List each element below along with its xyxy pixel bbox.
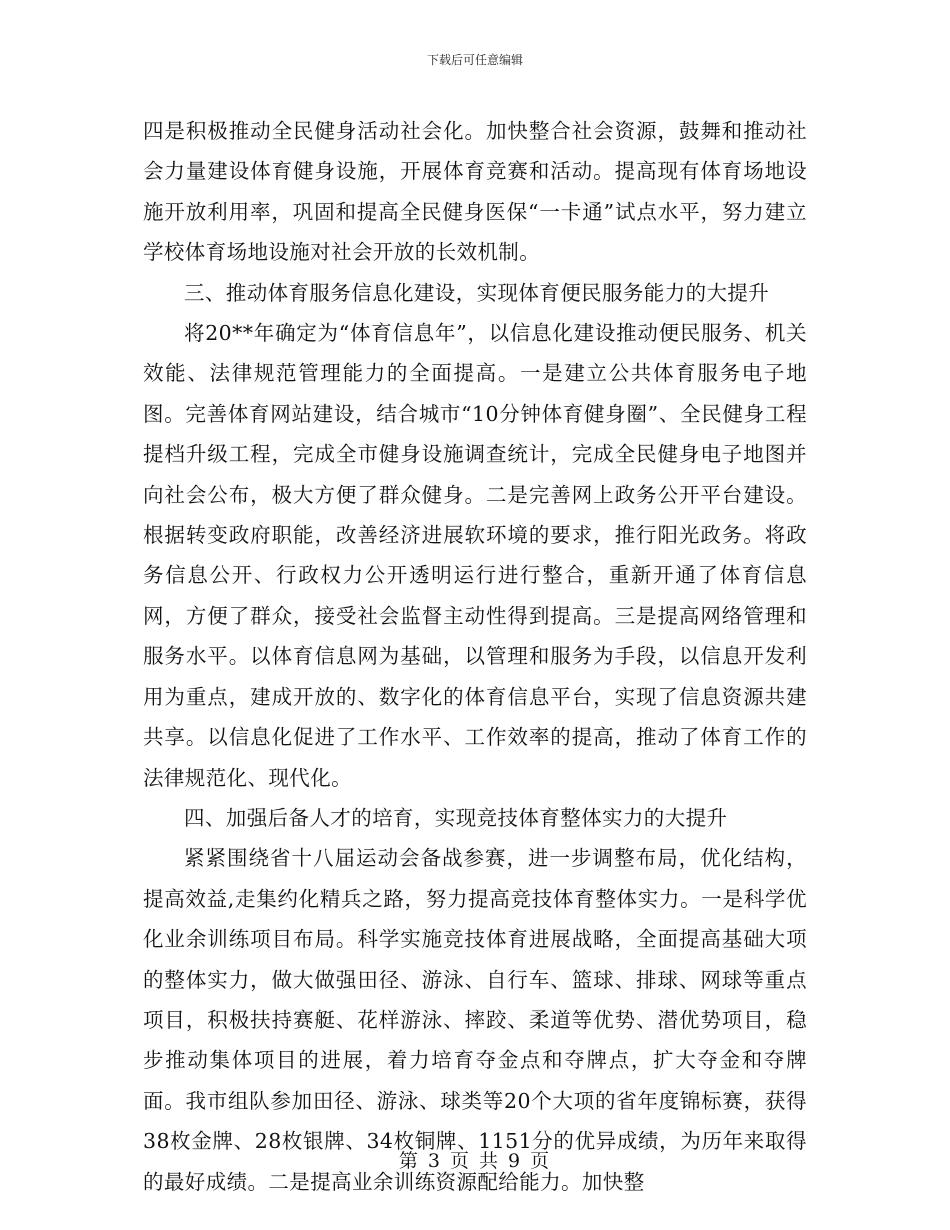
page-number: 第 3 页 共 9 页	[398, 1150, 552, 1172]
paragraph: 将20**年确定为“体育信息年”，以信息化建设推动便民服务、机关效能、法律规范管理能力的全面提高。一是建立公共体育服务电子地图。完善体育网站建设，结合城市“10分钟体育健身圈”、全民健身工程提档升级工程，完成全市健身设施调查统计，完成全民健身电子地图并向社会公布，极大方便了群众健身。二是完善网上政务公开平台建设。根据转变政府职能，改善经济进展软环境的要求，推行阳光政务。将政务信息公开、行政权力公开透明运行进行整合，重新开通了体育信息网，方便了群众，接受社会监督主动性得到提高。三是提高网络管理和服务水平。以体育信息网为基础，以管理和服务为手段，以信息开发利用为重点，建成开放的、数字化的体育信息平台，实现了信息资源共建共享。以信息化促进了工作水平、工作效率的提高，推动了体育工作的法律规范化、现代化。	[143, 321, 807, 790]
paragraph: 四是积极推动全民健身活动社会化。加快整合社会资源，鼓舞和推动社会力量建设体育健身设施，开展体育竞赛和活动。提高现有体育场地设施开放利用率，巩固和提高全民健身医保“一卡通”试点水平，努力建立学校体育场地设施对社会开放的长效机制。	[143, 119, 807, 265]
document-body	[143, 111, 807, 1202]
section-heading: 三、推动体育服务信息化建设，实现体育便民服务能力的大提升	[184, 280, 770, 305]
page-header: 下载后可任意编辑	[426, 53, 523, 67]
paragraph: 紧紧围绕省十八届运动会备战参赛，进一步调整布局，优化结构，提高效益,走集约化精兵之路，努力提高竞技体育整体实力。一是科学优化业余训练项目布局。科学实施竞技体育进展战略，全面提高基础大项的整体实力，做大做强田径、游泳、自行车、篮球、排球、网球等重点项目，积极扶持赛艇、花样游泳、摔跤、柔道等优势、潜优势项目，稳步推动集体项目的进展，着力培育夺金点和夺牌点，扩大夺金和夺牌面。我市组队参加田径、游泳、球类等20个大项的省年度锦标赛，获得38枚金牌、28枚银牌、34枚铜牌、1151分的优异成绩，为历年来取得的最好成绩。二是提高业余训练资源配给能力。加快整	[143, 846, 807, 1194]
section-heading: 四、加强后备人才的培育，实现竞技体育整体实力的大提升	[184, 805, 728, 830]
